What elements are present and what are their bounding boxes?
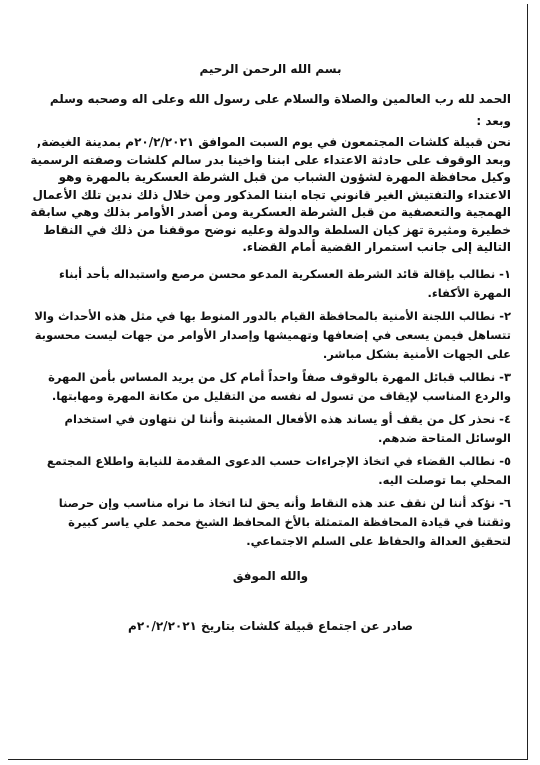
demand-item: ٦- نؤكد أننا لن نقف عند هذه النقاط وأنه يحق لنا اتخاذ ما نراه مناسب وإن حرصنا وثقتنا في قيادة المحافظة المتمثلة بالأخ المحافظ الشيخ محمد علي ياسر كبيرة لتحقيق العدالة والحفاظ على السلم الاجتماعي.: [58, 495, 511, 548]
demand-item: ٥- نطالب القضاء في اتخاذ الإجراءات حسب الدعوى المقدمة للنيابة واطلاع المجتمع المحلي بما توصلت اليه.: [46, 453, 511, 487]
intro-paragraph: نحن قبيلة كلشات المجتمعون في يوم السبت الموافق ٢٠/٢/٢٠٢١م بمدينة الغيضة, وبعد الوقوف على حادثة الاعتداء على ابننا واخينا بدر سالم كلشات وصفته الرسمية وكيل محافظة المهرة لشؤون الشباب من قبل الشرطة العسكرية بالمهرة وهو الاعتداء والتفتيش الغير قانوني تجاه ابننا المذكور ومن خلال ذلك ندين تلك الأعمال الهمجية والتعصفية من قبل الشرطة العسكرية ومن أصدر الأوامر بذلك وهي سابقة خطيرة ومثيرة تهز كيان السلطة والدولة وعليه نوضح موقفنا من ذلك في النقاط التالية إلى جانب استمرار القضية أمام القضاء.: [30, 135, 511, 254]
demand-item: ٢- نطالب اللجنة الأمنية بالمحافظة القيام بالدور المنوط بها في مثل هذه الأحداث والا تتساهل فيمن يسعى في إضعافها وتهميشها وإصدار الأوامر من جهات ليست محسوبة على الجهات الأمنية بشكل مباشر.: [34, 308, 511, 361]
document-page: [8, 4, 528, 760]
transition-line: وبعد :: [476, 114, 511, 128]
demand-item: ٤- نحذر كل من يقف أو يساند هذه الأفعال المشينة وأننا لن نتهاون في استخدام الوسائل المتاحة ضدهم.: [64, 411, 511, 445]
issued-statement: صادر عن اجتماع قبيلة كلشات بتاريخ ٢٠/٢/٢٠٢١م: [128, 618, 413, 633]
basmala-heading: بسم الله الرحمن الرحيم: [199, 62, 342, 76]
praise-line: الحمد لله رب العالمين والصلاة والسلام على رسول الله وعلى اله وصحبه وسلم: [49, 92, 511, 106]
demand-item: ٣- نطالب قبائل المهرة بالوقوف صفاً واحداً أمام كل من يريد المساس بأمن المهرة والردع المناسب لإيقاف من تسول له نفسه من التقليل من مكانة المهرة ومهابتها.: [48, 369, 511, 403]
demand-item: ١- نطالب بإقالة قائد الشرطة العسكرية المدعو محسن مرصع واستبداله بأحد أبناء المهرة الأكفاء.: [58, 266, 511, 300]
closing-line: والله الموفق: [232, 568, 309, 583]
document-body: [30, 62, 511, 633]
demands-list: [30, 265, 511, 551]
